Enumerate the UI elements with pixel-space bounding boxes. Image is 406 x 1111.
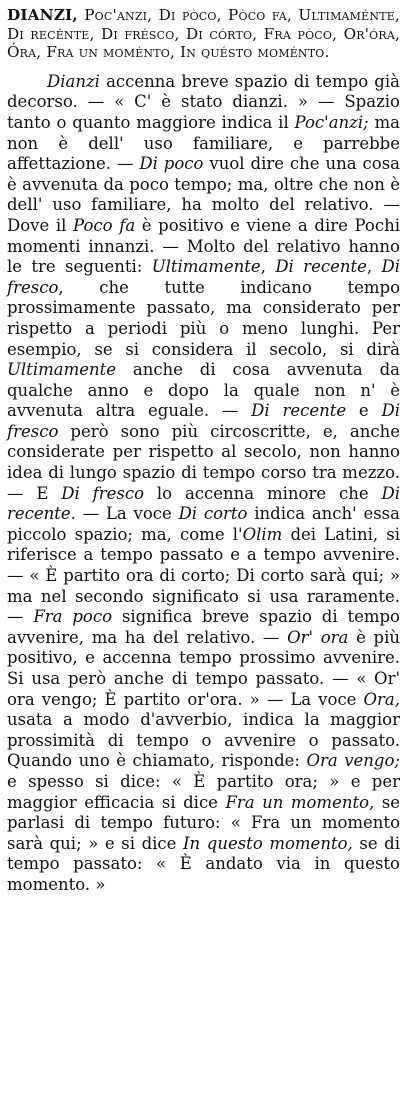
italic-term: Or' ora bbox=[287, 627, 349, 647]
body-text: è più positivo, e accenna tempo prossimo avvenire. Si usa però anche di tempo passato. — « Or' ora vengo; È partito or'ora. » — La voce bbox=[7, 627, 400, 709]
body-text: se parlasi di tempo futuro: « Fra un momento sarà qui; » e si dice bbox=[7, 792, 400, 853]
italic-term: Di recente bbox=[251, 401, 347, 421]
italic-term: Ora, bbox=[363, 689, 400, 709]
body-text: accenna breve spazio di tempo già decorso. — « C' è stato dianzi. » — Spazio tanto o quanto maggiore indica il bbox=[7, 71, 400, 132]
italic-term: Di recente bbox=[275, 257, 367, 277]
italic-term: Di fresco bbox=[7, 257, 400, 297]
entry-headword: DIANZI, bbox=[7, 6, 78, 24]
body-text: , che tutte indicano tempo prossimamente passato, ma considerato per rispetto a periodi più o meno lunghi. Per esempio, se si considera il secolo, si dirà bbox=[7, 277, 400, 359]
italic-term: Di poco bbox=[139, 154, 204, 174]
italic-term: Di recente. bbox=[7, 483, 400, 524]
italic-term: Ultimamente bbox=[151, 257, 261, 277]
entry-heading bbox=[7, 6, 400, 62]
body-text: e bbox=[346, 401, 382, 421]
body-text: lo accenna minore che bbox=[144, 483, 382, 503]
italic-term: Fra poco bbox=[33, 607, 113, 627]
body-text: , bbox=[366, 257, 382, 277]
body-text: significa breve spazio di tempo avvenire, ma ha del relativo. — bbox=[7, 607, 400, 647]
body-text: usata a modo d'avverbio, indica la maggior prossimità di tempo o avvenire o passato. Quando uno è chiamato, risponde: bbox=[7, 710, 400, 771]
body-text: è positivo e viene a dire Pochi momenti innanzi. — Molto del relativo hanno le tre seguenti: bbox=[7, 215, 401, 277]
body-text: ma non è dell' uso familiare, e parrebbe affettazione. — bbox=[7, 112, 400, 174]
body-text: però sono più circoscritte, e, anche considerate per rispetto al secolo, non hanno idea di lungo spazio di tempo corso tra mezzo. — E bbox=[7, 421, 400, 503]
body-text: indica anch' essa piccolo spazio; ma, come l' bbox=[7, 504, 400, 544]
entry-synonym-list: Poc'anzi, Di pòco, Pòco fa, Ultimaménte, Di recénte, Di frésco, Di córto, Fra pòco, Or'óra, Óra, Fra un moménto, In quésto moménto. bbox=[7, 6, 400, 62]
body-text: anche di cosa avvenuta da qualche anno e dopo la quale non n' è avvenuta altra eguale. — bbox=[7, 360, 400, 421]
entry-body bbox=[7, 72, 400, 896]
italic-term: Di fresco bbox=[61, 483, 145, 503]
italic-term: Dianzi bbox=[47, 71, 100, 91]
italic-term: In questo momento, bbox=[183, 833, 353, 853]
body-text: e spesso si dice: « È partito ora; » e per maggior efficacia si dice bbox=[7, 771, 400, 812]
body-text: — La voce bbox=[75, 504, 179, 524]
body-text: se di tempo passato: « È andato via in questo momento. » bbox=[7, 833, 401, 894]
body-text: vuol dire che una cosa è avvenuta da poco tempo; ma, oltre che non è dell' uso familiare, ha molto del relativo. — Dove il bbox=[7, 154, 401, 235]
italic-term: Poco fa bbox=[73, 215, 136, 235]
italic-term: Ultimamente bbox=[7, 360, 117, 380]
italic-term: Di corto bbox=[178, 504, 248, 524]
italic-term: Fra un momento, bbox=[225, 792, 375, 812]
italic-term: Ora vengo; bbox=[306, 751, 400, 771]
body-text: , bbox=[260, 257, 276, 277]
body-text: dei Latini, si riferisce a tempo passato e a tempo avvenire. — « È partito ora di corto; Di corto sarà qui; » ma nel secondo significato si usa raramente. — bbox=[7, 524, 400, 627]
italic-term: Di fresco bbox=[7, 401, 400, 441]
italic-term: Olim bbox=[242, 524, 283, 544]
italic-term: Poc'anzi; bbox=[294, 112, 369, 132]
